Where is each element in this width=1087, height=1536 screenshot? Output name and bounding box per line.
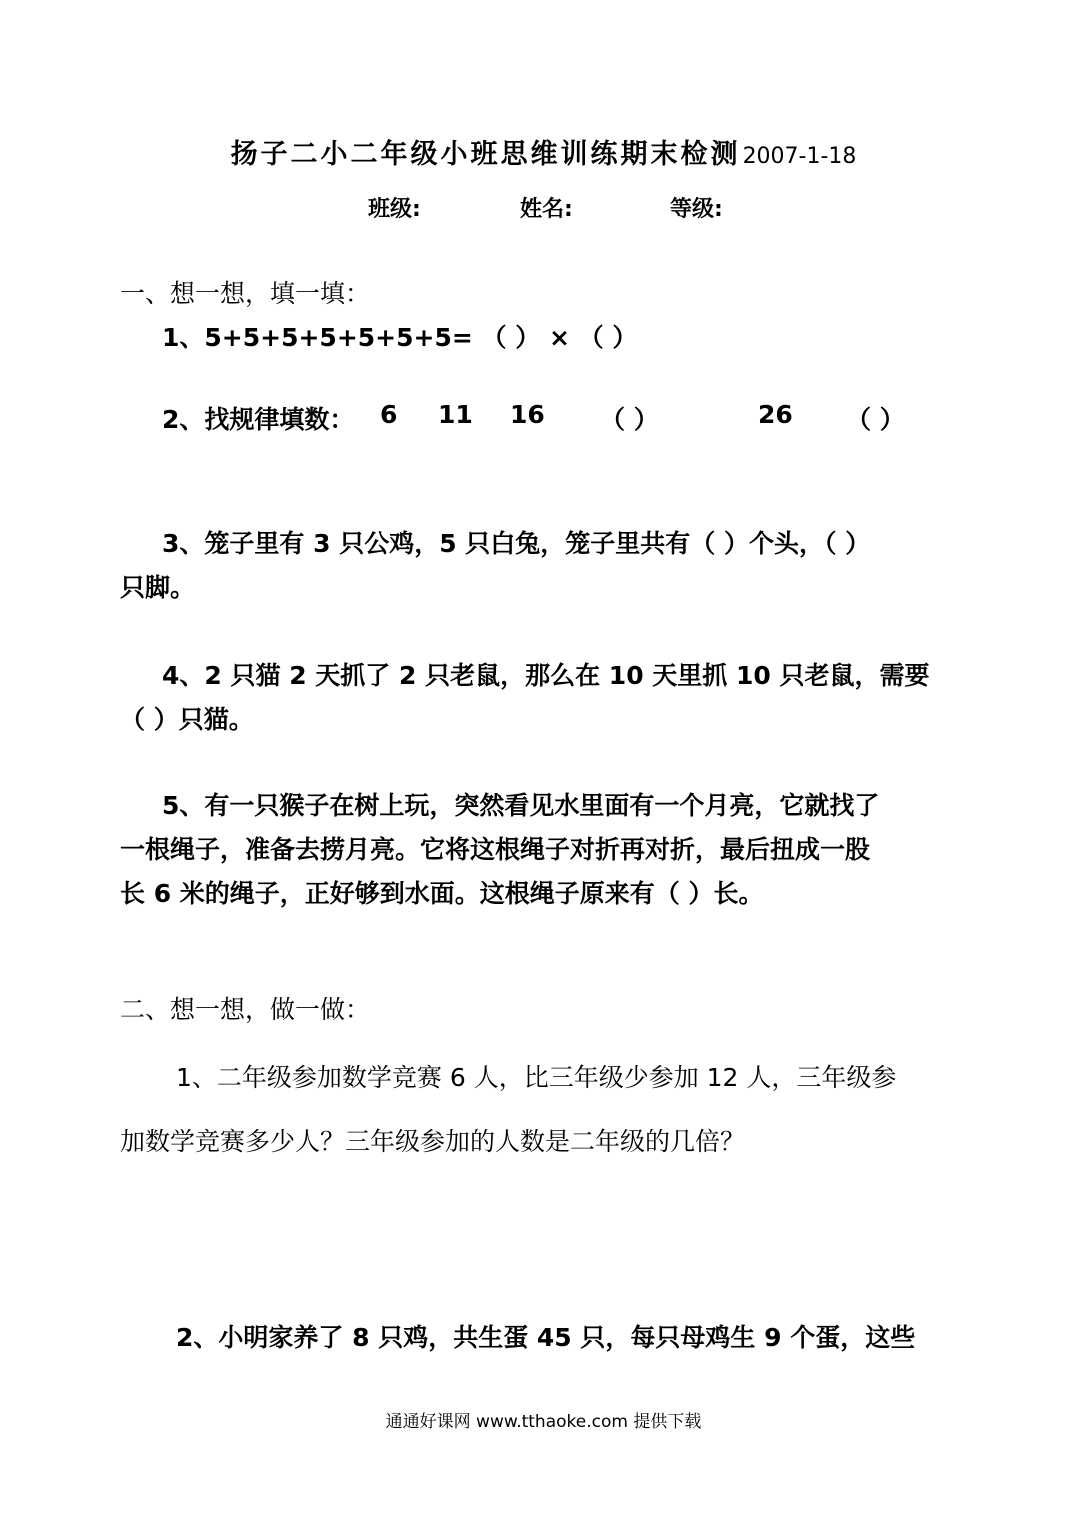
multiply-sign: × [548, 323, 570, 352]
page-footer: 通通好课网 www.tthaoke.com 提供下载 [385, 1412, 702, 1432]
class-label: 班级: [368, 197, 421, 222]
s1-q2-num-4: 26 [758, 400, 793, 429]
section1-heading: 一、想一想，填一填： [120, 279, 371, 308]
title-main: 扬子二小二年级小班思维训练期末检测 [230, 139, 741, 170]
title-date: 2007-1-18 [742, 144, 857, 169]
s1-question-2 [162, 400, 354, 436]
s1-q2-num-1: 6 [380, 400, 398, 429]
page-title [0, 132, 1087, 171]
s1-question-1 [162, 318, 637, 354]
s1-q5-line-2: 一根绳子，准备去捞月亮。它将这根绳子对折再对折，最后扭成一股 [120, 835, 871, 864]
s2-q2-line-1: 2、小明家养了 8 只鸡，共生蛋 45 只，每只母鸡生 9 个蛋，这些 [176, 1323, 916, 1352]
s1-q1-text: 1、5+5+5+5+5+5+5= [162, 323, 473, 352]
s1-q5-line-3: 长 6 米的绳子，正好够到水面。这根绳子原来有（ ）长。 [120, 879, 764, 908]
s1-q4-line-2: （ ）只猫。 [120, 705, 254, 734]
s1-q5-line-1: 5、有一只猴子在树上玩，突然看见水里面有一个月亮，它就找了 [162, 791, 880, 820]
s1-q2-num-3: 16 [510, 400, 545, 429]
s2-q1-line-2: 加数学竞赛多少人？三年级参加的人数是二年级的几倍？ [120, 1127, 746, 1156]
s1-q4-line-1: 4、2 只猫 2 天抓了 2 只老鼠，那么在 10 天里抓 10 只老鼠，需要 [162, 661, 930, 690]
s1-q3-line-1: 3、笼子里有 3 只公鸡，5 只白兔，笼子里共有（ ）个头，（ ） [162, 529, 871, 558]
s1-q2-num-2: 11 [438, 400, 473, 429]
s1-q2-blank-1: （ ） [600, 405, 659, 434]
s1-q1-blank-2: （ ） [578, 323, 638, 352]
s2-q1-line-1: 1、二年级参加数学竞赛 6 人，比三年级少参加 12 人，三年级参 [176, 1063, 897, 1092]
s1-q2-blank-2: （ ） [846, 405, 905, 434]
name-label: 姓名: [520, 197, 573, 222]
section2-heading: 二、想一想，做一做： [120, 995, 371, 1024]
s1-q3-line-2: 只脚。 [120, 573, 196, 602]
grade-label: 等级: [670, 197, 723, 222]
s1-q1-blank-1: （ ） [481, 323, 541, 352]
s1-q2-text: 2、找规律填数： [162, 405, 355, 434]
